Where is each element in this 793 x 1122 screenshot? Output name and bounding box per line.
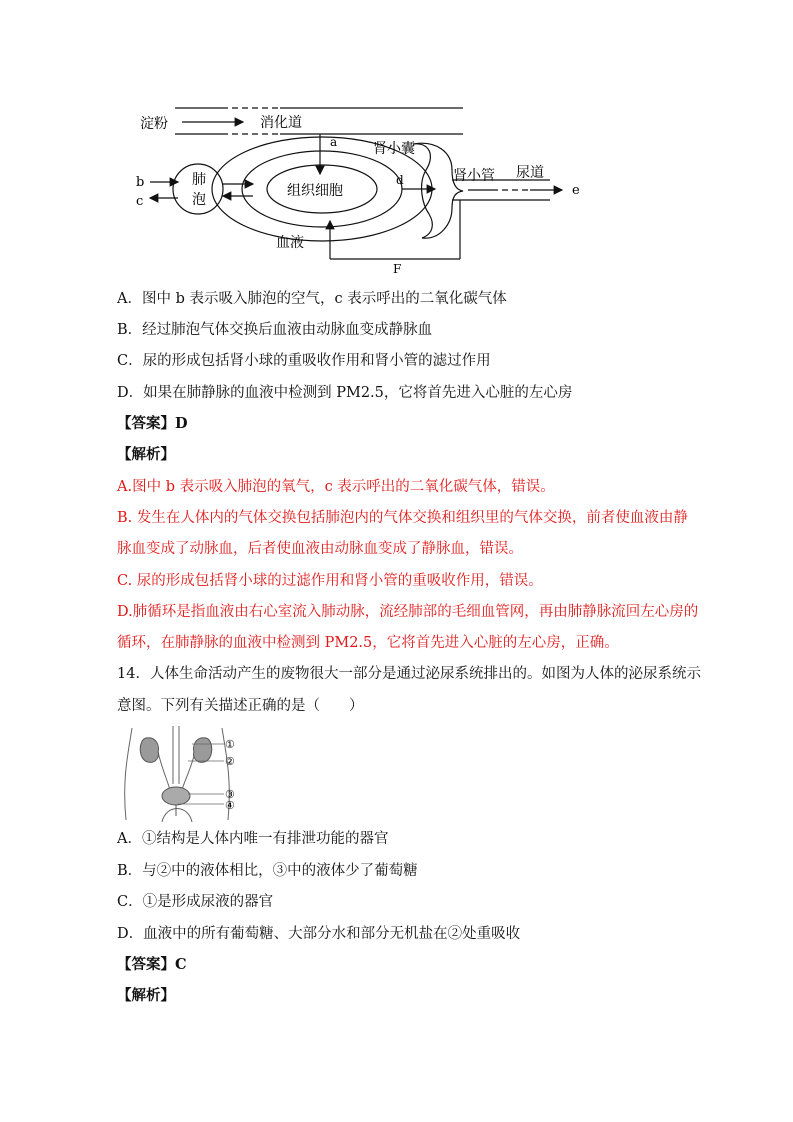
q14-option-a: A．①结构是人体内唯一有排泄功能的器官: [117, 831, 389, 847]
label-c: c: [136, 194, 144, 209]
circulation-diagram: [130, 96, 600, 280]
q13-analysis-line: A.图中 b 表示吸入肺泡的氧气，c 表示呼出的二氧化碳气体，错误。: [117, 479, 555, 495]
q14-option-c: C．①是形成尿液的器官: [117, 894, 274, 910]
label-digestive-tract: 消化道: [260, 115, 302, 131]
label-kidney-capsule: 肾小囊: [373, 141, 415, 157]
q14-analysis-title: 【解析】: [117, 987, 175, 1004]
q13-analysis-line: 脉血变成了动脉血，后者使血液由动脉血变成了静脉血，错误。: [117, 541, 523, 557]
urinary-system-figure: [118, 724, 246, 824]
q14-answer: 【答案】C: [117, 956, 187, 973]
label-b: b: [136, 175, 145, 190]
label-starch: 淀粉: [140, 116, 168, 132]
q14-option-b: B．与②中的液体相比，③中的液体少了葡萄糖: [117, 863, 418, 879]
label-alveolus: 泡: [192, 192, 206, 208]
label-d: d: [396, 173, 404, 187]
label-kidney-tubule: 肾小管: [453, 168, 495, 184]
q13-option-d: D．如果在肺静脉的血液中检测到 PM2.5，它将首先进入心脏的左心房: [117, 385, 573, 401]
q13-analysis-title: 【解析】: [117, 446, 175, 463]
q13-option-a: A．图中 b 表示吸入肺泡的空气，c 表示呼出的二氧化碳气体: [117, 291, 507, 307]
figure-label-3: ③: [225, 788, 235, 801]
label-e: e: [572, 183, 580, 198]
label-lung: 肺: [192, 172, 206, 188]
q13-option-b: B．经过肺泡气体交换后血液由动脉血变成静脉血: [117, 322, 433, 338]
figure-label-2: ②: [225, 755, 235, 768]
label-F: F: [393, 262, 402, 276]
q14-stem-line: 意图。下列有关描述正确的是（ ）: [117, 698, 364, 714]
q13-answer: 【答案】D: [117, 415, 188, 432]
q13-analysis-line: C. 尿的形成包括肾小球的过滤作用和肾小管的重吸收作用，错误。: [117, 573, 543, 589]
figure-label-1: ①: [225, 738, 235, 751]
q13-option-c: C．尿的形成包括肾小球的重吸收作用和肾小管的滤过作用: [117, 353, 491, 369]
figure-label-4: ④: [225, 799, 235, 812]
q13-analysis-line: D.肺循环是指血液由右心室流入肺动脉，流经肺部的毛细血管网，再由肺静脉流回左心房的: [117, 604, 699, 620]
label-a: a: [330, 135, 338, 149]
kidney-left: [140, 738, 158, 763]
label-tissue-cell: 组织细胞: [287, 183, 343, 199]
kidney-right: [193, 738, 211, 763]
label-urethra: 尿道: [516, 165, 544, 181]
bladder: [162, 787, 190, 805]
q14-option-d: D．血液中的所有葡萄糖、大部分水和部分无机盐在②处重吸收: [117, 926, 521, 942]
q14-stem-line: 14．人体生命活动产生的废物很大一部分是通过泌尿系统排出的。如图为人体的泌尿系统示: [117, 666, 701, 682]
q13-analysis-line: B. 发生在人体内的气体交换包括肺泡内的气体交换和组织里的气体交换，前者使血液由静: [117, 510, 688, 526]
label-blood: 血液: [276, 235, 304, 251]
q13-analysis-line: 循环，在肺静脉的血液中检测到 PM2.5，它将首先进入心脏的左心房，正确。: [117, 635, 619, 651]
